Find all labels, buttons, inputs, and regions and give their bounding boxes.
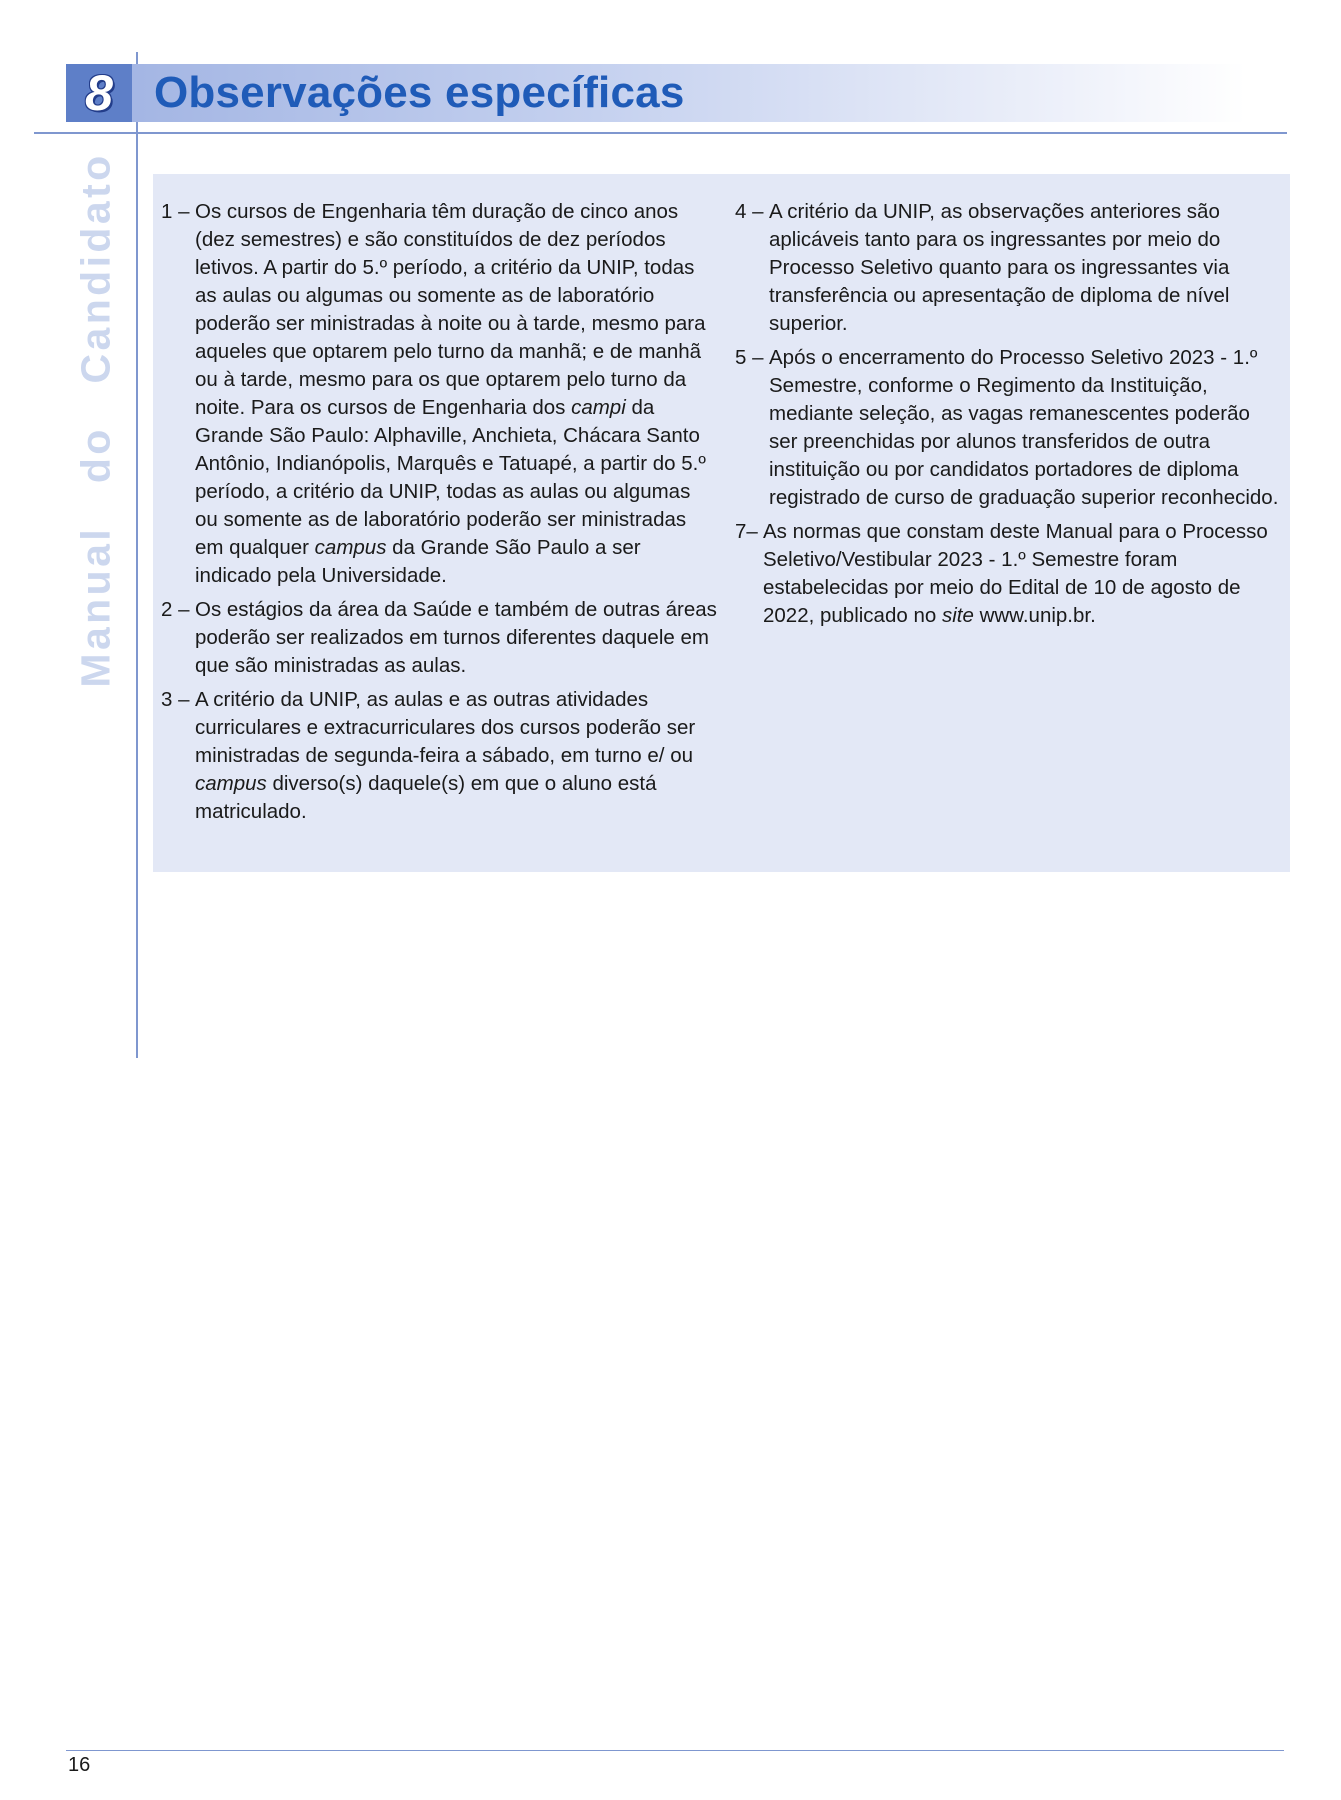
left-column xyxy=(161,198,717,832)
chapter-number-box xyxy=(66,64,132,122)
item-number: 3 – xyxy=(161,688,190,711)
item-text: A critério da UNIP, as aulas e as outras atividades curriculares e extracurriculares dos cursos poderão ser ministradas de segunda-feira a sábado, em turno e/ ou campus diverso(s) daquele(s) em que o aluno está matriculado. xyxy=(195,688,696,823)
vertical-rule xyxy=(136,52,138,1058)
chapter-number: 8 xyxy=(85,65,113,121)
item-number: 5 – xyxy=(735,346,764,369)
right-column xyxy=(735,198,1283,636)
list-item xyxy=(161,596,717,680)
item-number: 2 – xyxy=(161,598,190,621)
observations-panel xyxy=(153,174,1290,872)
item-number: 4 – xyxy=(735,200,764,223)
page-title: Observações específicas xyxy=(154,68,685,117)
list-item xyxy=(735,198,1283,338)
item-text: Após o encerramento do Processo Seletivo 2023 - 1.º Semestre, conforme o Regimento da Instituição, mediante seleção, as vagas remanescentes poderão ser preenchidas por alunos transferidos de outra instituição ou por candidatos portadores de diploma registrado de curso de graduação superior reconhecido. xyxy=(769,346,1279,509)
list-item xyxy=(161,686,717,826)
item-text: As normas que constam deste Manual para o Processo Seletivo/Vestibular 2023 - 1.º Semestre foram estabelecidas por meio do Edital de 10 de agosto de 2022, publicado no site www.unip.br. xyxy=(763,520,1268,627)
list-item xyxy=(735,344,1283,512)
footer-rule xyxy=(66,1750,1284,1751)
vertical-side-label: Manual do Candidato xyxy=(72,152,119,688)
item-text: A critério da UNIP, as observações anteriores são aplicáveis tanto para os ingressantes por meio do Processo Seletivo quanto para os ingressantes via transferência ou apresentação de diploma de nível superior. xyxy=(769,200,1230,335)
item-text: Os estágios da área da Saúde e também de outras áreas poderão ser realizados em turnos diferentes daquele em que são ministradas as aulas. xyxy=(195,598,717,677)
list-item xyxy=(161,198,717,590)
item-text: Os cursos de Engenharia têm duração de cinco anos (dez semestres) e são constituídos de dez períodos letivos. A partir do 5.º período, a critério da UNIP, todas as aulas ou algumas ou somente as de laboratório poderão ser ministradas à noite ou à tarde, mesmo para aqueles que optarem pelo turno da manhã; e de manhã ou à tarde, mesmo para os que optarem pelo turno da noite. Para os cursos de Engenharia dos campi da Grande São Paulo: Alphaville, Anchieta, Chácara Santo Antônio, Indianópolis, Marquês e Tatuapé, a partir do 5.º período, a critério da UNIP, todas as aulas ou algumas ou somente as de laboratório poderão ser ministradas em qualquer campus da Grande São Paulo a ser indicado pela Universidade. xyxy=(195,200,706,587)
item-number: 7– xyxy=(735,520,758,543)
page-number: 16 xyxy=(68,1754,91,1776)
header-rule xyxy=(34,132,1287,134)
list-item xyxy=(735,518,1283,630)
item-number: 1 – xyxy=(161,200,190,223)
